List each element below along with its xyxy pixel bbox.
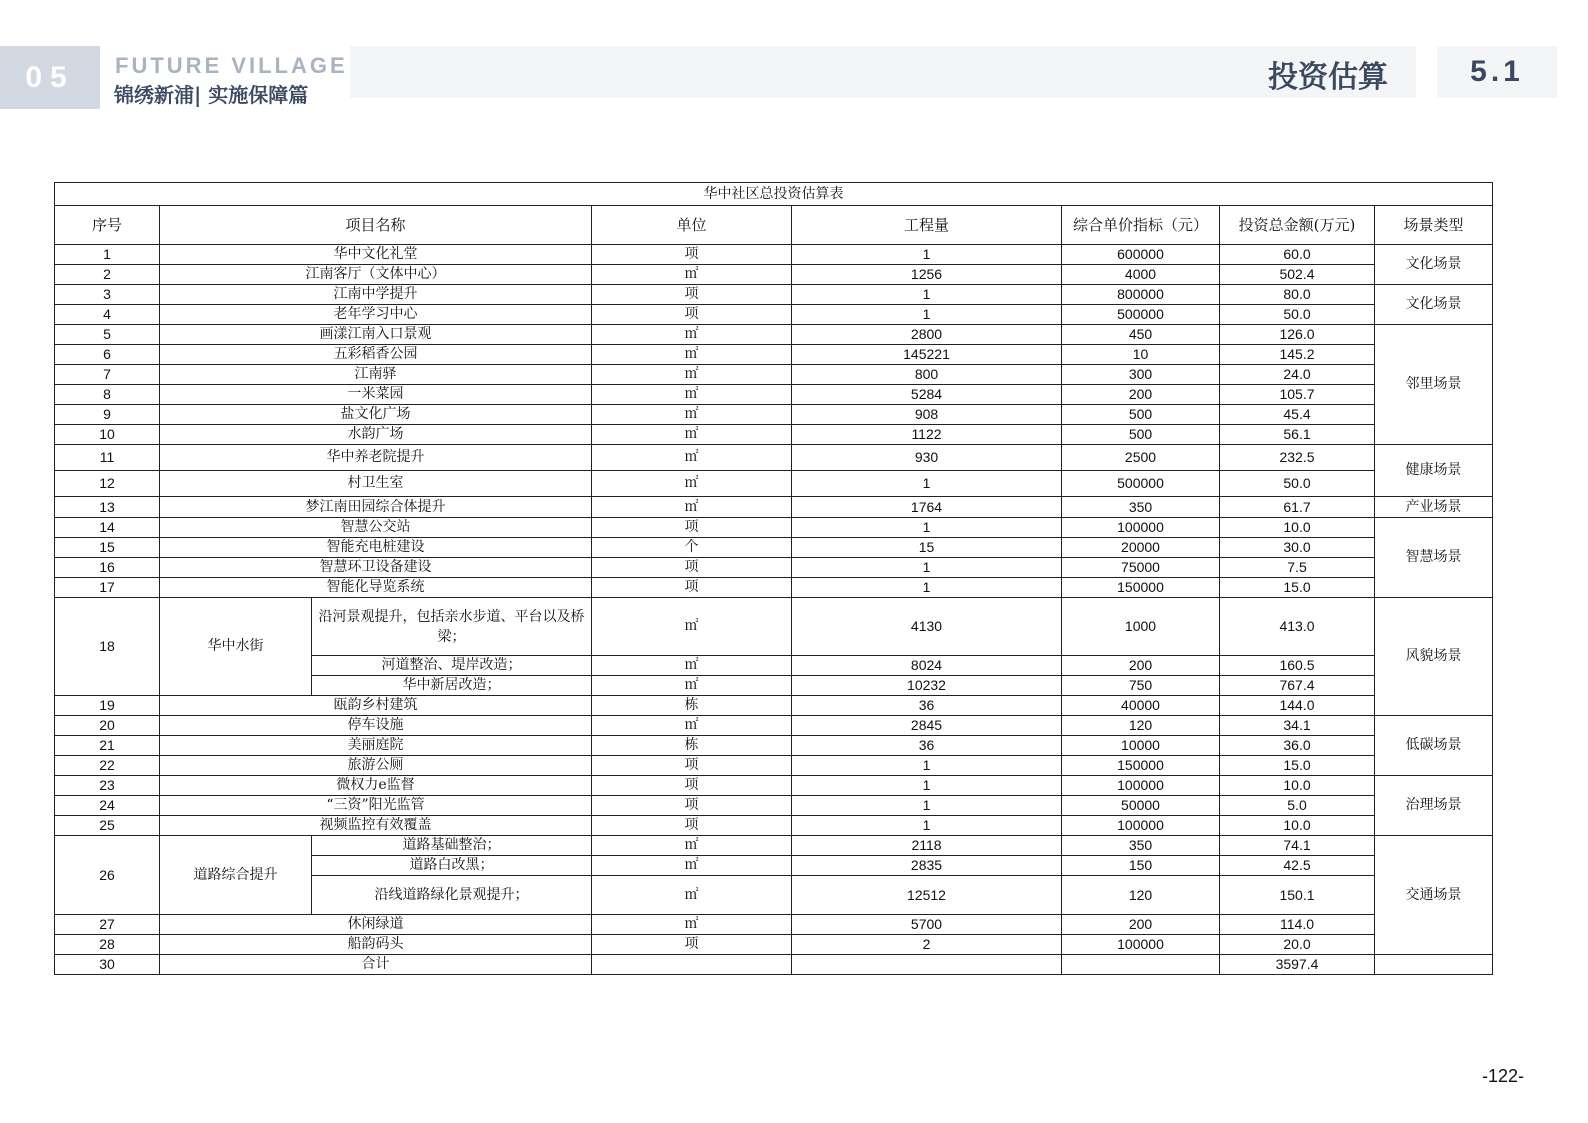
- table-row: [55, 385, 1493, 405]
- unit: 栋: [592, 736, 792, 756]
- total-amount: 50.0: [1220, 471, 1375, 497]
- unit-price: 750: [1062, 676, 1220, 696]
- quantity: 10232: [792, 676, 1062, 696]
- row-number: 10: [55, 425, 160, 445]
- quantity: 1764: [792, 497, 1062, 518]
- column-header: 综合单价指标（元）: [1062, 206, 1220, 245]
- column-header: 工程量: [792, 206, 1062, 245]
- section-number: 5.1: [1437, 46, 1557, 98]
- total-amount: 30.0: [1220, 538, 1375, 558]
- item-name: 村卫生室: [160, 471, 592, 497]
- total-amount: 150.1: [1220, 876, 1375, 915]
- unit: 项: [592, 518, 792, 538]
- table-header-row: [55, 206, 1493, 245]
- item-name: 一米菜园: [160, 385, 592, 405]
- table-row: [55, 471, 1493, 497]
- item-name: 江南中学提升: [160, 285, 592, 305]
- row-number: 6: [55, 345, 160, 365]
- unit: 项: [592, 305, 792, 325]
- row-number: 7: [55, 365, 160, 385]
- quantity: 36: [792, 736, 1062, 756]
- unit-price: 500: [1062, 405, 1220, 425]
- unit: ㎡: [592, 676, 792, 696]
- unit-price: 450: [1062, 325, 1220, 345]
- row-number: 20: [55, 716, 160, 736]
- quantity: 1: [792, 518, 1062, 538]
- total-amount: 60.0: [1220, 245, 1375, 265]
- unit-price: 200: [1062, 915, 1220, 935]
- item-name: 船韵码头: [160, 935, 592, 955]
- header-band: [350, 46, 1416, 98]
- unit-price: 75000: [1062, 558, 1220, 578]
- total-amount: 160.5: [1220, 656, 1375, 676]
- scene-type: 低碳场景: [1375, 716, 1493, 776]
- quantity: 800: [792, 365, 1062, 385]
- total-amount: 42.5: [1220, 856, 1375, 876]
- scene-type: 文化场景: [1375, 245, 1493, 285]
- quantity: 1: [792, 558, 1062, 578]
- quantity: 2845: [792, 716, 1062, 736]
- table-row: [55, 345, 1493, 365]
- row-number: 21: [55, 736, 160, 756]
- item-name: “三资”阳光监管: [160, 796, 592, 816]
- table-row: [55, 305, 1493, 325]
- quantity: 1: [792, 471, 1062, 497]
- unit: 项: [592, 756, 792, 776]
- quantity: 1: [792, 776, 1062, 796]
- total-amount: 232.5: [1220, 445, 1375, 471]
- total-amount: 34.1: [1220, 716, 1375, 736]
- row-number: 3: [55, 285, 160, 305]
- total-amount: 126.0: [1220, 325, 1375, 345]
- investment-estimate-table: [54, 182, 1493, 975]
- total-amount: 413.0: [1220, 598, 1375, 656]
- unit-price: 1000: [1062, 598, 1220, 656]
- row-number: 15: [55, 538, 160, 558]
- row-number: 30: [55, 955, 160, 975]
- unit-price: 50000: [1062, 796, 1220, 816]
- unit-price: [1062, 955, 1220, 975]
- item-name: 智慧环卫设备建设: [160, 558, 592, 578]
- quantity: 12512: [792, 876, 1062, 915]
- total-amount: 10.0: [1220, 776, 1375, 796]
- item-name: 老年学习中心: [160, 305, 592, 325]
- row-number: 25: [55, 816, 160, 836]
- unit-price: 100000: [1062, 518, 1220, 538]
- item-name: 微权力e监督: [160, 776, 592, 796]
- unit: 项: [592, 245, 792, 265]
- quantity: 1: [792, 816, 1062, 836]
- quantity: 2118: [792, 836, 1062, 856]
- table-row: [55, 558, 1493, 578]
- quantity: 930: [792, 445, 1062, 471]
- sub-item-name: 沿线道路绿化景观提升；: [312, 876, 592, 915]
- unit: ㎡: [592, 405, 792, 425]
- table-row: [55, 756, 1493, 776]
- scene-type: 智慧场景: [1375, 518, 1493, 598]
- row-number: 2: [55, 265, 160, 285]
- row-number: 8: [55, 385, 160, 405]
- unit-price: 10000: [1062, 736, 1220, 756]
- quantity: 145221: [792, 345, 1062, 365]
- item-name: 五彩稻香公园: [160, 345, 592, 365]
- table-row: [55, 598, 1493, 656]
- item-name: 智慧公交站: [160, 518, 592, 538]
- unit-price: 150000: [1062, 578, 1220, 598]
- item-name: 停车设施: [160, 716, 592, 736]
- unit-price: 500: [1062, 425, 1220, 445]
- unit-price: 300: [1062, 365, 1220, 385]
- table-row: [55, 518, 1493, 538]
- row-number: 22: [55, 756, 160, 776]
- sub-item-name: 河道整治、堤岸改造；: [312, 656, 592, 676]
- quantity: 2: [792, 935, 1062, 955]
- unit-price: 120: [1062, 716, 1220, 736]
- unit: 项: [592, 816, 792, 836]
- total-amount: 50.0: [1220, 305, 1375, 325]
- item-name: 江南驿: [160, 365, 592, 385]
- unit: 项: [592, 776, 792, 796]
- unit: [592, 955, 792, 975]
- total-amount: 502.4: [1220, 265, 1375, 285]
- unit: ㎡: [592, 497, 792, 518]
- total-amount: 5.0: [1220, 796, 1375, 816]
- unit-price: 200: [1062, 385, 1220, 405]
- total-amount: 114.0: [1220, 915, 1375, 935]
- total-amount: 36.0: [1220, 736, 1375, 756]
- unit-price: 500000: [1062, 471, 1220, 497]
- row-number: 11: [55, 445, 160, 471]
- table-row: [55, 915, 1493, 935]
- unit: ㎡: [592, 656, 792, 676]
- row-number: 18: [55, 598, 160, 696]
- total-label: 合计: [160, 955, 592, 975]
- section-title: 投资估算: [1268, 60, 1388, 95]
- table-row: [55, 816, 1493, 836]
- scene-type: 风貌场景: [1375, 598, 1493, 716]
- unit: 项: [592, 935, 792, 955]
- total-amount: 15.0: [1220, 756, 1375, 776]
- unit-price: 350: [1062, 497, 1220, 518]
- table-row: [55, 935, 1493, 955]
- row-number: 26: [55, 836, 160, 915]
- quantity: 8024: [792, 656, 1062, 676]
- table-row: [55, 736, 1493, 756]
- unit: ㎡: [592, 876, 792, 915]
- item-name: 视频监控有效覆盖: [160, 816, 592, 836]
- row-number: 16: [55, 558, 160, 578]
- item-name: 盐文化广场: [160, 405, 592, 425]
- unit-price: 800000: [1062, 285, 1220, 305]
- table-row: [55, 265, 1493, 285]
- scene-type: [1375, 955, 1493, 975]
- total-amount: 10.0: [1220, 816, 1375, 836]
- scene-type: 邻里场景: [1375, 325, 1493, 445]
- unit: ㎡: [592, 345, 792, 365]
- sub-item-name: 华中新居改造；: [312, 676, 592, 696]
- item-name: 华中养老院提升: [160, 445, 592, 471]
- row-number: 17: [55, 578, 160, 598]
- row-number: 4: [55, 305, 160, 325]
- total-amount: 20.0: [1220, 935, 1375, 955]
- item-name: 江南客厅（文体中心）: [160, 265, 592, 285]
- row-number: 12: [55, 471, 160, 497]
- row-number: 27: [55, 915, 160, 935]
- table-row: [55, 696, 1493, 716]
- quantity: 1256: [792, 265, 1062, 285]
- item-name: 智能充电桩建设: [160, 538, 592, 558]
- quantity: 36: [792, 696, 1062, 716]
- quantity: 1: [792, 245, 1062, 265]
- total-amount: 7.5: [1220, 558, 1375, 578]
- table-caption: 华中社区总投资估算表: [55, 183, 1493, 206]
- unit-price: 500000: [1062, 305, 1220, 325]
- unit-price: 20000: [1062, 538, 1220, 558]
- row-number: 23: [55, 776, 160, 796]
- scene-type: 健康场景: [1375, 445, 1493, 497]
- total-amount: 767.4: [1220, 676, 1375, 696]
- row-number: 24: [55, 796, 160, 816]
- item-name: 智能化导览系统: [160, 578, 592, 598]
- unit: 项: [592, 285, 792, 305]
- unit: ㎡: [592, 598, 792, 656]
- quantity: 2835: [792, 856, 1062, 876]
- unit: ㎡: [592, 836, 792, 856]
- unit: ㎡: [592, 325, 792, 345]
- grand-total: 3597.4: [1220, 955, 1375, 975]
- quantity: 1: [792, 285, 1062, 305]
- item-name: 瓯韵乡村建筑: [160, 696, 592, 716]
- unit-price: 100000: [1062, 776, 1220, 796]
- unit: ㎡: [592, 265, 792, 285]
- unit-price: 350: [1062, 836, 1220, 856]
- total-amount: 45.4: [1220, 405, 1375, 425]
- chapter-number: 05: [0, 46, 100, 109]
- unit: ㎡: [592, 365, 792, 385]
- quantity: 1: [792, 756, 1062, 776]
- unit: ㎡: [592, 471, 792, 497]
- quantity: 2800: [792, 325, 1062, 345]
- unit: 项: [592, 578, 792, 598]
- unit-price: 4000: [1062, 265, 1220, 285]
- table-row: [55, 836, 1493, 856]
- total-amount: 15.0: [1220, 578, 1375, 598]
- sub-item-name: 道路基础整治；: [312, 836, 592, 856]
- table-row: [55, 365, 1493, 385]
- item-name: 美丽庭院: [160, 736, 592, 756]
- quantity: 5700: [792, 915, 1062, 935]
- column-header: 投资总金额(万元): [1220, 206, 1375, 245]
- item-name: 华中文化礼堂: [160, 245, 592, 265]
- unit: 项: [592, 796, 792, 816]
- item-name: 旅游公厕: [160, 756, 592, 776]
- total-amount: 61.7: [1220, 497, 1375, 518]
- row-number: 9: [55, 405, 160, 425]
- unit: ㎡: [592, 915, 792, 935]
- row-number: 1: [55, 245, 160, 265]
- total-amount: 145.2: [1220, 345, 1375, 365]
- page-number: -122-: [1482, 1066, 1525, 1086]
- item-name: 梦江南田园综合体提升: [160, 497, 592, 518]
- unit-price: 150000: [1062, 756, 1220, 776]
- item-group-name: 道路综合提升: [160, 836, 312, 915]
- unit-price: 200: [1062, 656, 1220, 676]
- unit: 项: [592, 558, 792, 578]
- quantity: 908: [792, 405, 1062, 425]
- table-row: [55, 445, 1493, 471]
- item-name: 水韵广场: [160, 425, 592, 445]
- column-header: 序号: [55, 206, 160, 245]
- table-row: [55, 538, 1493, 558]
- quantity: 1122: [792, 425, 1062, 445]
- table-row: [55, 285, 1493, 305]
- unit: ㎡: [592, 856, 792, 876]
- total-amount: 80.0: [1220, 285, 1375, 305]
- row-number: 13: [55, 497, 160, 518]
- table-row: [55, 578, 1493, 598]
- table-row: [55, 716, 1493, 736]
- table-row: [55, 497, 1493, 518]
- scene-type: 治理场景: [1375, 776, 1493, 836]
- row-number: 5: [55, 325, 160, 345]
- total-amount: 144.0: [1220, 696, 1375, 716]
- total-amount: 24.0: [1220, 365, 1375, 385]
- column-header: 场景类型: [1375, 206, 1493, 245]
- quantity: 1: [792, 796, 1062, 816]
- unit: ㎡: [592, 716, 792, 736]
- item-name: 休闲绿道: [160, 915, 592, 935]
- item-name: 画漾江南入口景观: [160, 325, 592, 345]
- total-amount: 10.0: [1220, 518, 1375, 538]
- quantity: 4130: [792, 598, 1062, 656]
- total-amount: 105.7: [1220, 385, 1375, 405]
- total-amount: 56.1: [1220, 425, 1375, 445]
- unit-price: 150: [1062, 856, 1220, 876]
- scene-type: 交通场景: [1375, 836, 1493, 955]
- unit: ㎡: [592, 425, 792, 445]
- quantity: [792, 955, 1062, 975]
- unit-price: 40000: [1062, 696, 1220, 716]
- unit: ㎡: [592, 385, 792, 405]
- table-row: [55, 796, 1493, 816]
- total-row: [55, 955, 1493, 975]
- total-amount: 74.1: [1220, 836, 1375, 856]
- unit-price: 120: [1062, 876, 1220, 915]
- quantity: 1: [792, 305, 1062, 325]
- column-header: 单位: [592, 206, 792, 245]
- table-row: [55, 776, 1493, 796]
- column-header: 项目名称: [160, 206, 592, 245]
- sub-item-name: 道路白改黑；: [312, 856, 592, 876]
- table-row: [55, 425, 1493, 445]
- unit-price: 100000: [1062, 935, 1220, 955]
- quantity: 1: [792, 578, 1062, 598]
- unit-price: 600000: [1062, 245, 1220, 265]
- table-row: [55, 405, 1493, 425]
- unit-price: 10: [1062, 345, 1220, 365]
- unit: ㎡: [592, 445, 792, 471]
- row-number: 14: [55, 518, 160, 538]
- table-row: [55, 245, 1493, 265]
- scene-type: 文化场景: [1375, 285, 1493, 325]
- table-row: [55, 325, 1493, 345]
- item-group-name: 华中水街: [160, 598, 312, 696]
- english-title: FUTURE VILLAGE: [115, 53, 348, 78]
- row-number: 19: [55, 696, 160, 716]
- unit: 栋: [592, 696, 792, 716]
- unit-price: 2500: [1062, 445, 1220, 471]
- quantity: 15: [792, 538, 1062, 558]
- quantity: 5284: [792, 385, 1062, 405]
- unit: 个: [592, 538, 792, 558]
- scene-type: 产业场景: [1375, 497, 1493, 518]
- unit-price: 100000: [1062, 816, 1220, 836]
- sub-item-name: 沿河景观提升，包括亲水步道、平台以及桥梁；: [312, 598, 592, 656]
- row-number: 28: [55, 935, 160, 955]
- chinese-title: 锦绣新浦| 实施保障篇: [114, 83, 309, 107]
